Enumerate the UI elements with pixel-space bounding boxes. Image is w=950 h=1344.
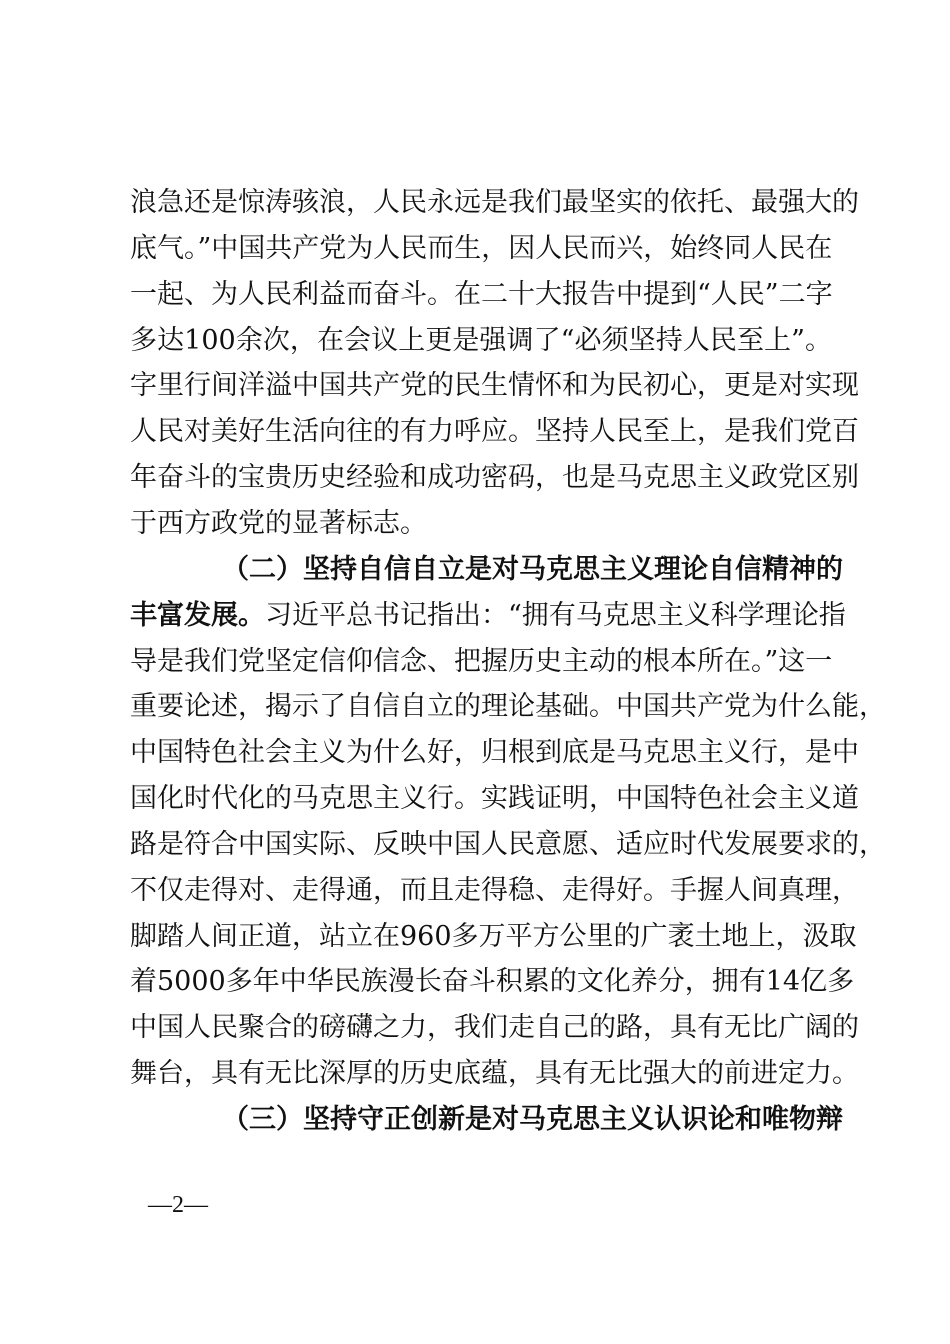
- line-text: 习近平总书记指出：“拥有马克思主义科学理论指: [265, 599, 846, 631]
- paragraph-line: [130, 366, 859, 406]
- line-text: 路是符合中国实际、反映中国人民意愿、适应时代发展要求的，: [130, 828, 886, 860]
- line-text: 着5000多年中华民族漫长奋斗积累的文化养分，拥有14亿多: [130, 966, 855, 998]
- paragraph-line: [130, 917, 857, 957]
- paragraph-line: [130, 458, 859, 498]
- paragraph-line: [130, 275, 832, 315]
- line-text: 中国特色社会主义为什么好，归根到底是马克思主义行，是中: [130, 737, 859, 769]
- line-text: 不仅走得对、走得通，而且走得稳、走得好。手握人间真理，: [130, 874, 859, 906]
- line-text: 中国人民聚合的磅礴之力，我们走自己的路，具有无比广阔的: [130, 1012, 859, 1044]
- paragraph-line: [130, 871, 859, 911]
- line-text: 脚踏人间正道，站立在960多万平方公里的广袤土地上，汲取: [130, 920, 857, 952]
- paragraph-line: [130, 1008, 859, 1048]
- paragraph-line: [130, 229, 832, 269]
- line-text: 字里行间洋溢中国共产党的民生情怀和为民初心，更是对实现: [130, 370, 859, 402]
- paragraph-line: [130, 779, 859, 819]
- line-text: 浪急还是惊涛骇浪，人民永远是我们最坚实的依托、最强大的: [130, 187, 859, 218]
- paragraph-line: [130, 733, 859, 773]
- line-text: 舞台，具有无比深厚的历史底蕴，具有无比强大的前进定力。: [130, 1058, 859, 1090]
- paragraph-line: [130, 596, 846, 636]
- line-text: 一起、为人民利益而奋斗。在二十大报告中提到“人民”二字: [130, 278, 833, 310]
- paragraph-line: [130, 412, 859, 452]
- section-heading-line: [222, 550, 843, 590]
- paragraph-line: [130, 825, 886, 865]
- line-text: 导是我们党坚定信仰信念、把握历史主动的根本所在。”这一: [130, 645, 833, 677]
- paragraph-line: [130, 1054, 859, 1094]
- paragraph-line: [130, 962, 855, 1002]
- paragraph-line: [130, 321, 832, 361]
- line-text: 多达100余次，在会议上更是强调了“必须坚持人民至上”。: [130, 324, 832, 356]
- line-text: 重要论述，揭示了自信自立的理论基础。中国共产党为什么能，: [130, 691, 886, 723]
- bold-heading-text: （二）坚持自信自立是对马克思主义理论自信精神的: [222, 553, 843, 585]
- line-text: 底气。”中国共产党为人民而生，因人民而兴，始终同人民在: [130, 232, 833, 264]
- line-text: 人民对美好生活向往的有力呼应。坚持人民至上，是我们党百: [130, 416, 859, 448]
- bold-heading-text: 丰富发展。: [130, 599, 265, 631]
- bold-heading-text: （三）坚持守正创新是对马克思主义认识论和唯物辩: [222, 1104, 843, 1135]
- paragraph-line: [130, 504, 832, 544]
- paragraph-line: [130, 183, 859, 223]
- paragraph-line: [130, 687, 886, 727]
- line-text: 年奋斗的宝贵历史经验和成功密码，也是马克思主义政党区别: [130, 462, 859, 494]
- page-number: —2—: [148, 1192, 208, 1218]
- line-text: 于西方政党的显著标志。: [130, 507, 427, 539]
- line-text: 国化时代化的马克思主义行。实践证明，中国特色社会主义道: [130, 783, 859, 815]
- paragraph-line: [130, 642, 832, 682]
- section-heading-line: [222, 1100, 843, 1140]
